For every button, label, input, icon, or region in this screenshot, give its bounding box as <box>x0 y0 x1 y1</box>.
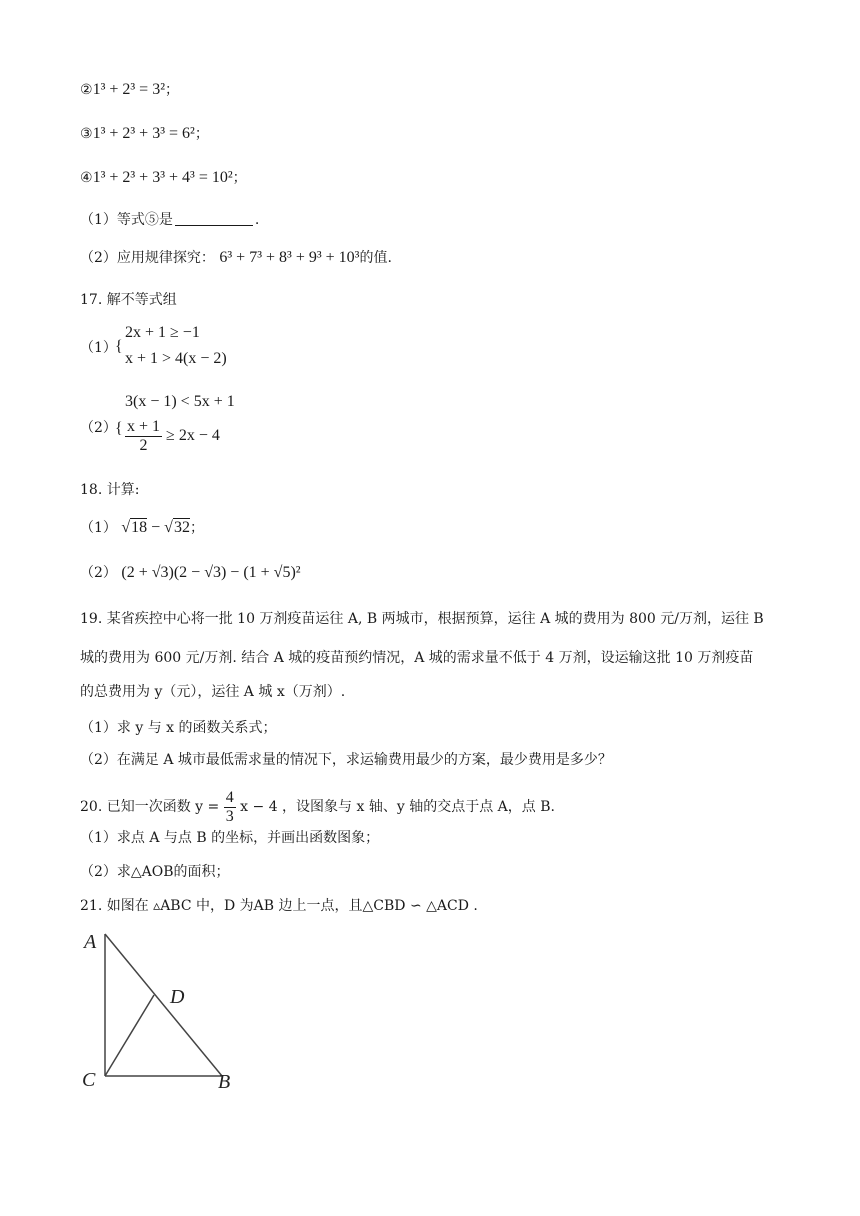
fraction-denominator: 3 <box>225 807 234 825</box>
q17-part1-line2: x + 1 > 4(x − 2) <box>125 350 227 367</box>
q17-part1-line1: 2x + 1 ≥ −1 <box>125 324 200 341</box>
fraction-numerator: 4 <box>225 788 234 806</box>
q20-part2: （2）求△AOB的面积； <box>80 864 230 880</box>
side-ab <box>105 934 222 1076</box>
equation-marker: ② <box>80 82 93 98</box>
fraction <box>224 789 236 826</box>
q17-part1-label: （1） <box>80 340 117 356</box>
segment-cd <box>105 995 154 1076</box>
q17-part2-line2 <box>125 418 220 455</box>
q16-part1-label: （1）等式⑤是 <box>80 212 173 228</box>
equation-3 <box>80 124 209 144</box>
equation-tail: ； <box>165 82 179 98</box>
q19-line2: 城的费用为 600 元/万剂. 结合 A 城的疫苗预约情况，A 城的需求量不低于 4 万剂，设运输这批 10 万剂疫苗 <box>80 650 754 666</box>
q21-title: 21. 如图在 ▵ABC 中，D 为AB 边上一点，且△CBD ∽ △ACD . <box>80 898 478 914</box>
q19-part1: （1）求 y 与 x 的函数关系式； <box>80 720 277 736</box>
q18-part2-expression: (2 + √3)(2 − √3) − (1 + √5)² <box>121 564 301 581</box>
equation-tail: ； <box>232 170 247 186</box>
q18-part1-label: （1） <box>80 520 117 536</box>
equation-marker: ③ <box>80 126 93 142</box>
q18-part2 <box>80 563 301 583</box>
q19-line3: 的总费用为 y（元），运往 A 城 x（万剂）. <box>80 684 346 700</box>
equation-expression: 1³ + 2³ = 3² <box>92 81 165 98</box>
radicand: 18 <box>131 519 148 536</box>
q17-part2-label: （2） <box>80 420 117 436</box>
q20-title <box>80 788 555 826</box>
radicand: 32 <box>173 519 190 536</box>
label-d: D <box>170 986 185 1008</box>
q17-title: 17. 解不等式组 <box>80 292 177 308</box>
fraction-denominator: 2 <box>139 437 148 454</box>
q19-line1: 19. 某省疾控中心将一批 10 万剂疫苗运往 A, B 两城市，根据预算，运往 A 城的费用为 800 元/万剂，运往 B <box>80 611 764 627</box>
triangle-diagram <box>80 928 270 1098</box>
fraction <box>125 418 162 455</box>
equation-2 <box>80 80 179 100</box>
answer-blank <box>175 225 253 226</box>
q16-part2-end: 的值. <box>359 250 392 266</box>
q18-part2-label: （2） <box>80 565 117 581</box>
brace: { <box>115 338 123 355</box>
q16-part2-label: （2）应用规律探究： <box>80 250 215 266</box>
equation-4 <box>80 168 247 188</box>
fraction-rest: ≥ 2x − 4 <box>166 427 220 445</box>
equation-marker: ④ <box>80 170 93 186</box>
q16-part2-expression: 6³ + 7³ + 8³ + 9³ + 10³ <box>219 249 360 266</box>
q20-title-pre: 20. 已知一次函数 y = <box>80 799 220 815</box>
q16-part1-end: . <box>254 212 260 228</box>
q18-title: 18. 计算: <box>80 482 140 498</box>
triangle-figure <box>80 928 270 1102</box>
q16-part1 <box>80 210 259 230</box>
label-c: C <box>82 1069 96 1091</box>
equation-tail: ； <box>194 126 209 142</box>
label-b: B <box>218 1071 231 1093</box>
label-a: A <box>84 931 97 953</box>
equation-expression: 1³ + 2³ + 3³ = 6² <box>92 125 195 142</box>
q18-part1-end: ； <box>189 520 204 536</box>
q20-part1: （1）求点 A 与点 B 的坐标，并画出函数图象； <box>80 830 380 846</box>
sqrt-expression: √18 − √32 <box>121 519 190 536</box>
equation-expression: 1³ + 2³ + 3³ + 4³ = 10² <box>92 169 233 186</box>
brace: { <box>115 420 123 437</box>
q18-part1 <box>80 518 204 538</box>
q17-part2-line1: 3(x − 1) < 5x + 1 <box>125 393 235 410</box>
fraction-numerator: x + 1 <box>127 418 161 435</box>
q19-part2: （2）在满足 A 城市最低需求量的情况下，求运输费用最少的方案，最少费用是多少？ <box>80 752 612 768</box>
q20-title-post: x − 4 ，设图象与 x 轴、y 轴的交点于点 A，点 B. <box>240 799 555 815</box>
q16-part2 <box>80 248 392 268</box>
